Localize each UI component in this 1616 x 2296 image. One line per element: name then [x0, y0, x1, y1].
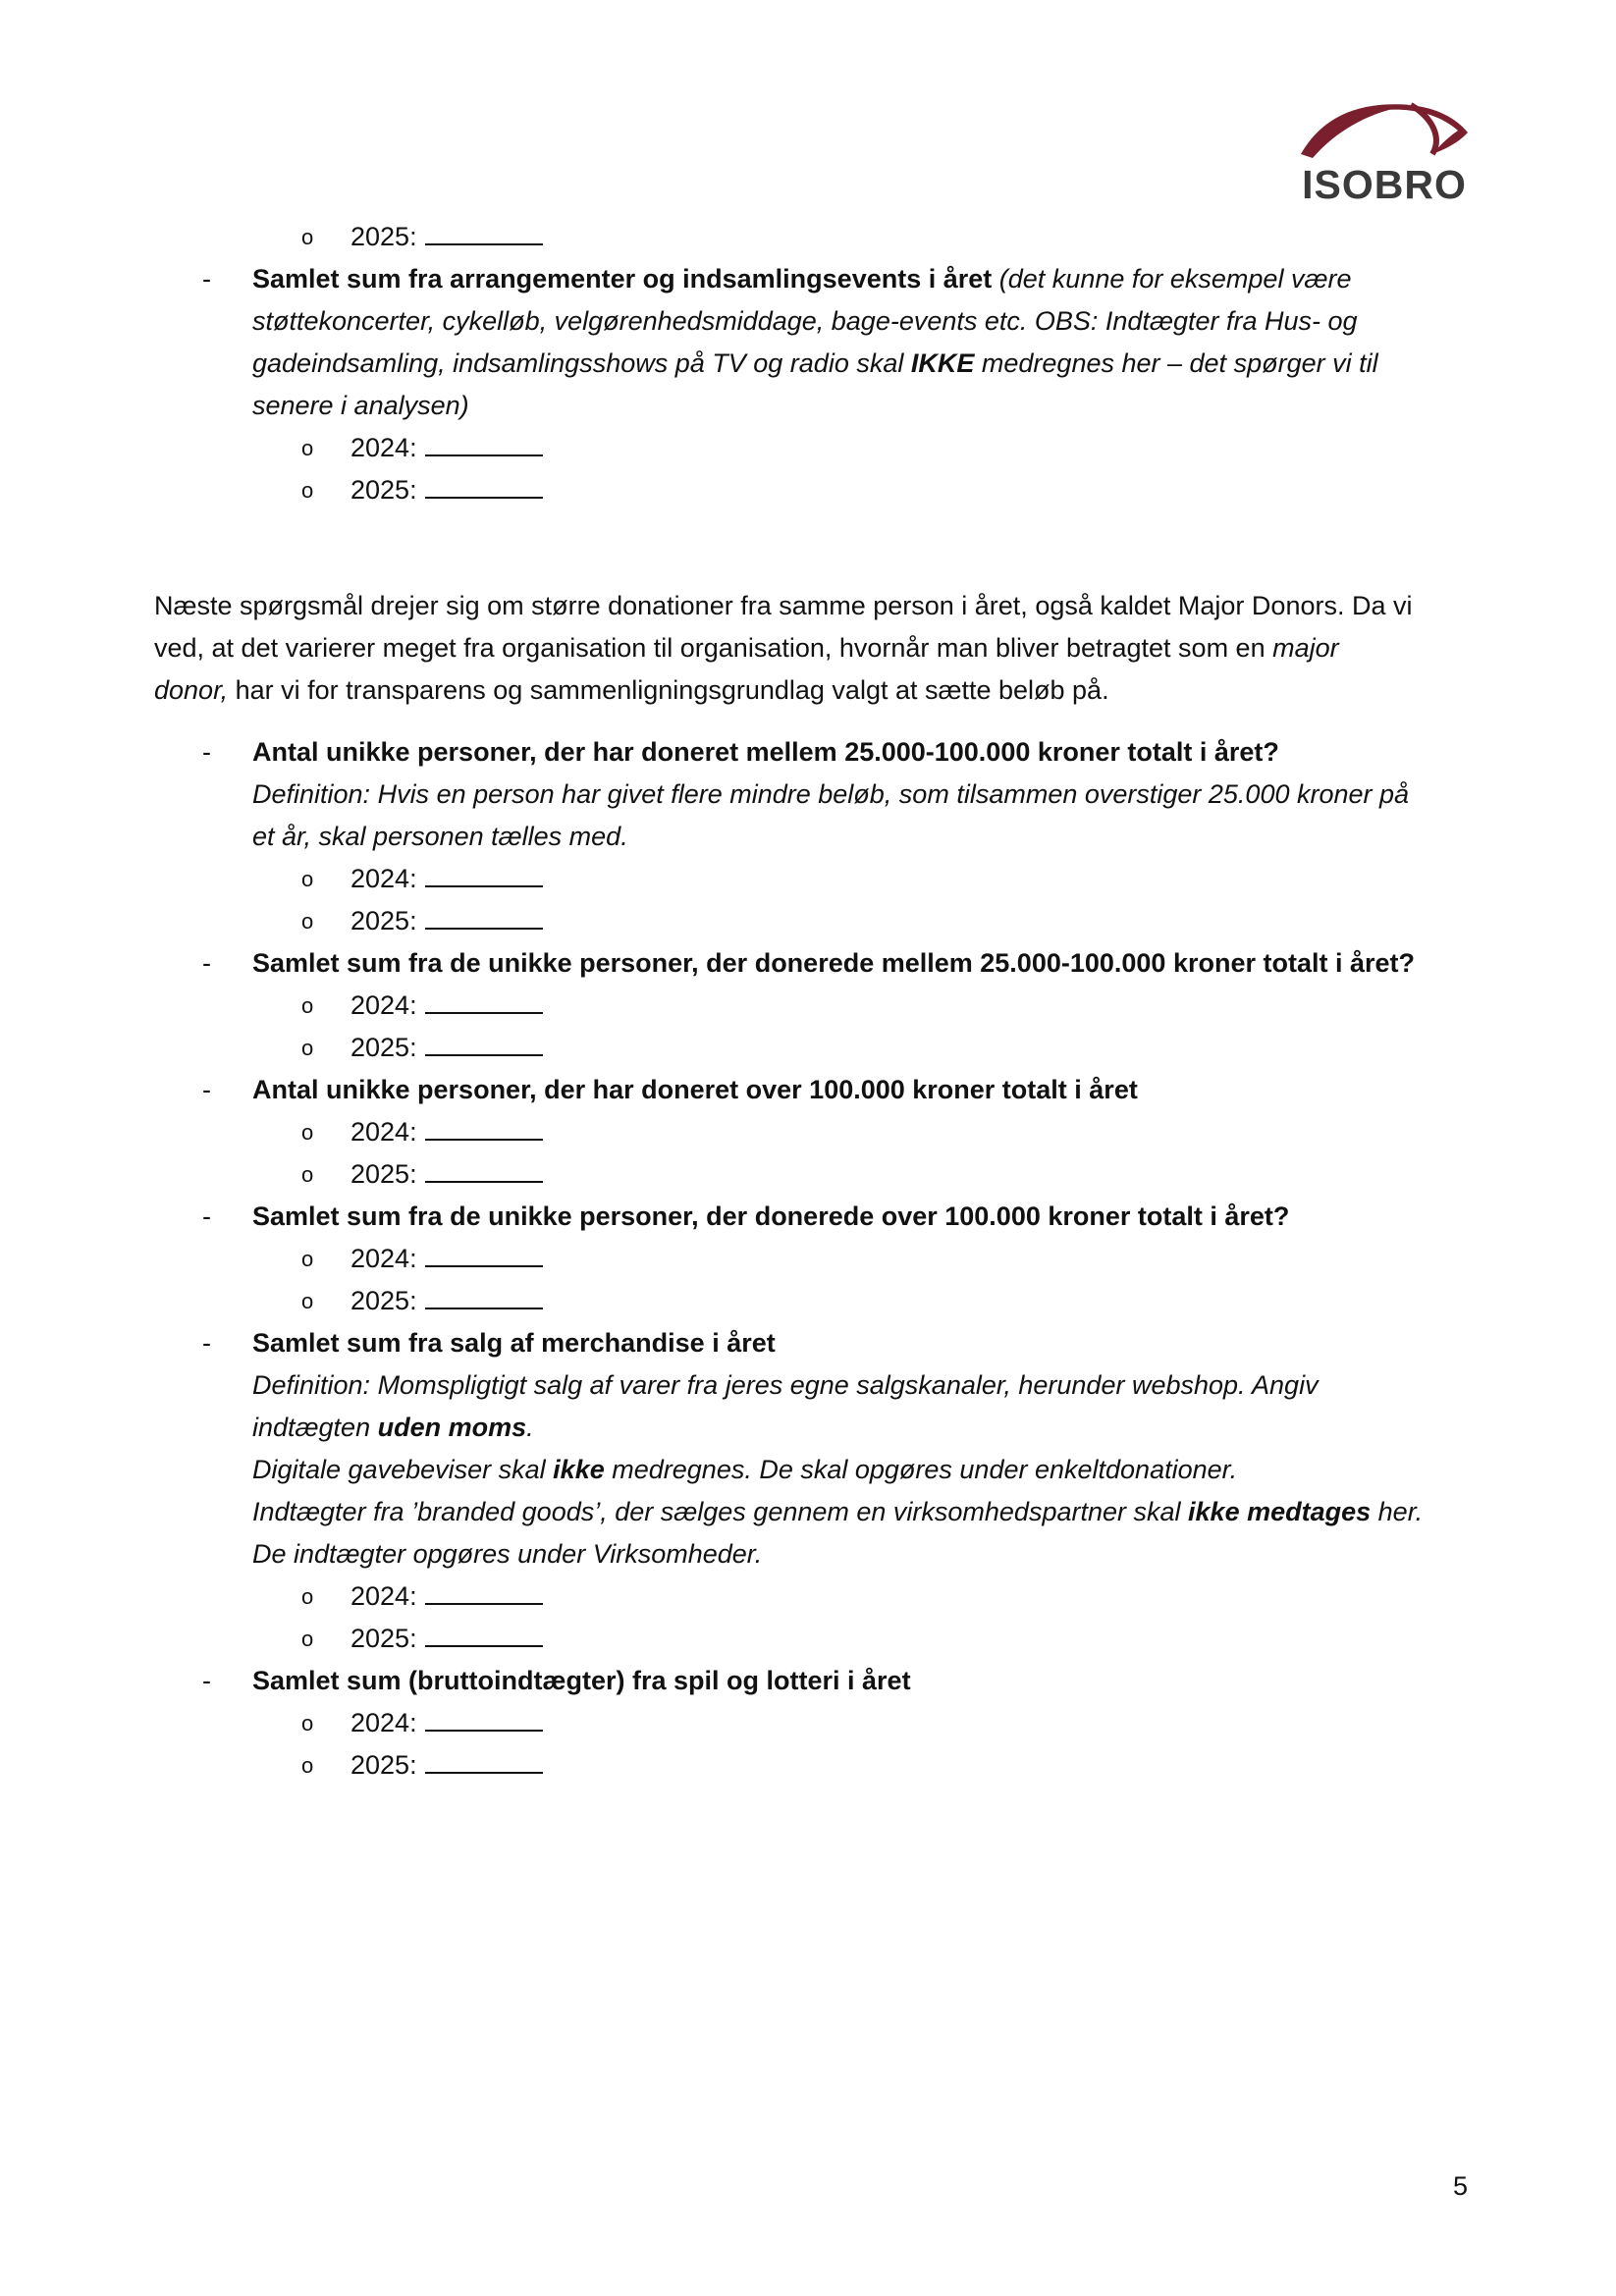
blank-line [425, 220, 543, 245]
dash-bullet-icon: - [202, 1201, 211, 1231]
circle-bullet-icon: o [301, 1753, 314, 1778]
event-note-line: senere i analysen) [252, 391, 469, 420]
event-item-title: Samlet sum fra arrangementer og indsamlingsevents i året (det kunne for eksempel være [252, 264, 1352, 294]
blank-line [425, 904, 543, 930]
definition-line: Indtægter fra ’branded goods’, der sælges gennem en virksomhedspartner skal ikke medtages her. [252, 1497, 1424, 1526]
intro-paragraph-line: Næste spørgsmål drejer sig om større donationer fra samme person i året, også kaldet Major Donors. Da vi [154, 591, 1413, 620]
question-title: Samlet sum fra salg af merchandise i året [252, 1328, 776, 1358]
blank-line [425, 1242, 543, 1267]
year-entry: 2024: [350, 858, 543, 900]
year-entry: 2024: [350, 1575, 543, 1618]
blank-line [425, 1115, 543, 1141]
dash-bullet-icon: - [202, 948, 211, 978]
dash-bullet-icon: - [202, 1328, 211, 1358]
definition-line: Digitale gavebeviser skal ikke medregnes. De skal opgøres under enkeltdonationer. [252, 1455, 1238, 1484]
logo-text: ISOBRO [1302, 162, 1467, 207]
event-note-line: støttekoncerter, cykelløb, velgørenhedsmiddage, bage-events etc. OBS: Indtægter fra Hus- og [252, 306, 1358, 336]
page-number: 5 [1453, 2171, 1469, 2201]
dash-bullet-icon: - [202, 737, 211, 767]
blank-line [425, 988, 543, 1014]
year-entry: 2024: [350, 1238, 543, 1280]
circle-bullet-icon: o [301, 1584, 314, 1609]
circle-bullet-icon: o [301, 225, 314, 249]
circle-bullet-icon: o [301, 909, 314, 934]
blank-line [425, 473, 543, 499]
year-entry: 2025: [350, 900, 543, 942]
question-title: Antal unikke personer, der har doneret over 100.000 kroner totalt i året [252, 1075, 1138, 1104]
circle-bullet-icon: o [301, 1036, 314, 1060]
circle-bullet-icon: o [301, 1247, 314, 1271]
year-entry: 2024: [350, 1702, 543, 1744]
year-entry: 2024: [350, 427, 543, 469]
question-title: Samlet sum fra de unikke personer, der donerede mellem 25.000-100.000 kroner totalt i året? [252, 948, 1415, 978]
blank-line [425, 1031, 543, 1056]
question-title: Antal unikke personer, der har doneret mellem 25.000-100.000 kroner totalt i året? [252, 737, 1279, 767]
circle-bullet-icon: o [301, 1120, 314, 1145]
question-title: Samlet sum fra de unikke personer, der donerede over 100.000 kroner totalt i året? [252, 1201, 1290, 1231]
circle-bullet-icon: o [301, 1711, 314, 1735]
blank-line [425, 1579, 543, 1605]
dash-bullet-icon: - [202, 264, 211, 294]
definition-line: et år, skal personen tælles med. [252, 822, 628, 851]
blank-line [425, 1157, 543, 1183]
intro-paragraph-line: ved, at det varierer meget fra organisation til organisation, hvornår man bliver betragtet som en major [154, 633, 1339, 663]
year-entry: 2024: [350, 1111, 543, 1153]
arch-icon [1295, 93, 1474, 162]
definition-line: Definition: Momspligtigt salg af varer fra jeres egne salgskanaler, herunder webshop. Angiv [252, 1370, 1319, 1400]
circle-bullet-icon: o [301, 1162, 314, 1187]
year-entry: 2025: [350, 1280, 543, 1322]
question-title: Samlet sum (bruttoindtægter) fra spil og lotteri i året [252, 1666, 911, 1695]
dash-bullet-icon: - [202, 1666, 211, 1695]
year-entry: 2025: [350, 1744, 543, 1787]
circle-bullet-icon: o [301, 478, 314, 503]
isobro-logo [1291, 93, 1478, 211]
circle-bullet-icon: o [301, 436, 314, 460]
intro-paragraph-line: donor, har vi for transparens og sammenligningsgrundlag valgt at sætte beløb på. [154, 675, 1109, 705]
year-entry: 2025: [350, 1027, 543, 1069]
circle-bullet-icon: o [301, 993, 314, 1018]
blank-line [425, 1706, 543, 1732]
definition-line: De indtægter opgøres under Virksomheder. [252, 1539, 763, 1569]
circle-bullet-icon: o [301, 1289, 314, 1313]
year-entry: 2025: [350, 1153, 543, 1196]
definition-line: indtægten uden moms. [252, 1413, 534, 1442]
blank-line [425, 1748, 543, 1774]
circle-bullet-icon: o [301, 867, 314, 891]
blank-line [425, 862, 543, 887]
year-entry: 2024: [350, 985, 543, 1027]
year-entry: 2025: [350, 216, 543, 258]
circle-bullet-icon: o [301, 1627, 314, 1651]
year-entry: 2025: [350, 469, 543, 511]
blank-line [425, 1284, 543, 1309]
dash-bullet-icon: - [202, 1075, 211, 1104]
blank-line [425, 431, 543, 456]
year-entry: 2025: [350, 1618, 543, 1660]
definition-line: Definition: Hvis en person har givet flere mindre beløb, som tilsammen overstiger 25.000 kroner på [252, 779, 1410, 809]
blank-line [425, 1622, 543, 1647]
event-note-line: gadeindsamling, indsamlingsshows på TV og radio skal IKKE medregnes her – det spørger vi til [252, 348, 1378, 378]
